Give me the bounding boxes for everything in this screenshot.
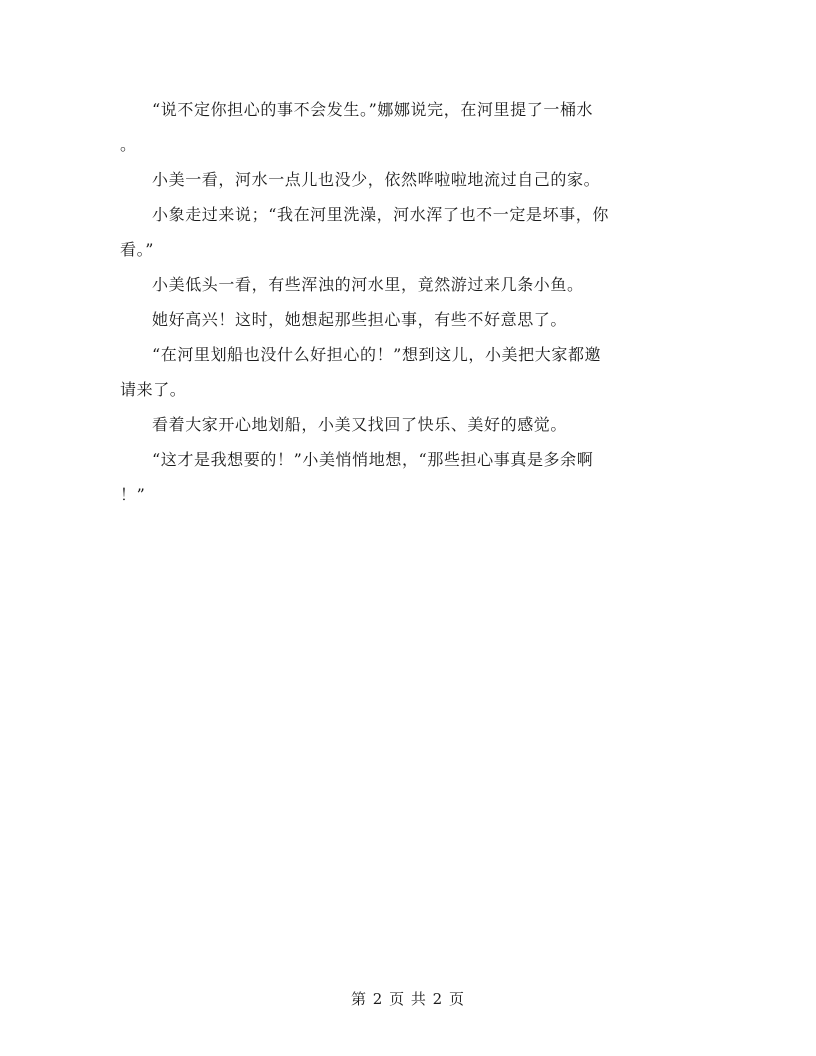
paragraph: “在河里划船也没什么好担心的！”想到这儿，小美把大家都邀 请来了。 [120,345,602,399]
paragraph: 小美一看，河水一点儿也没少，依然哗啦啦地流过自己的家。 [152,170,601,189]
paragraph: “说不定你担心的事不会发生。”娜娜说完，在河里提了一桶水 。 [120,100,594,154]
page-footer [0,988,816,1009]
paragraph: 小美低头一看，有些浑浊的河水里，竟然游过来几条小鱼。 [152,275,584,294]
document-body [120,92,686,512]
page-number: 第 2 页 共 2 页 [351,990,465,1008]
paragraph: “这才是我想要的！”小美悄悄地想，“那些担心事真是多余啊 ！” [120,450,594,504]
paragraph: 小象走过来说；“我在河里洗澡，河水浑了也不一定是坏事，你 看。” [120,205,609,259]
paragraph: 她好高兴！这时，她想起那些担心事，有些不好意思了。 [152,310,568,329]
paragraph: 看着大家开心地划船，小美又找回了快乐、美好的感觉。 [152,415,568,434]
